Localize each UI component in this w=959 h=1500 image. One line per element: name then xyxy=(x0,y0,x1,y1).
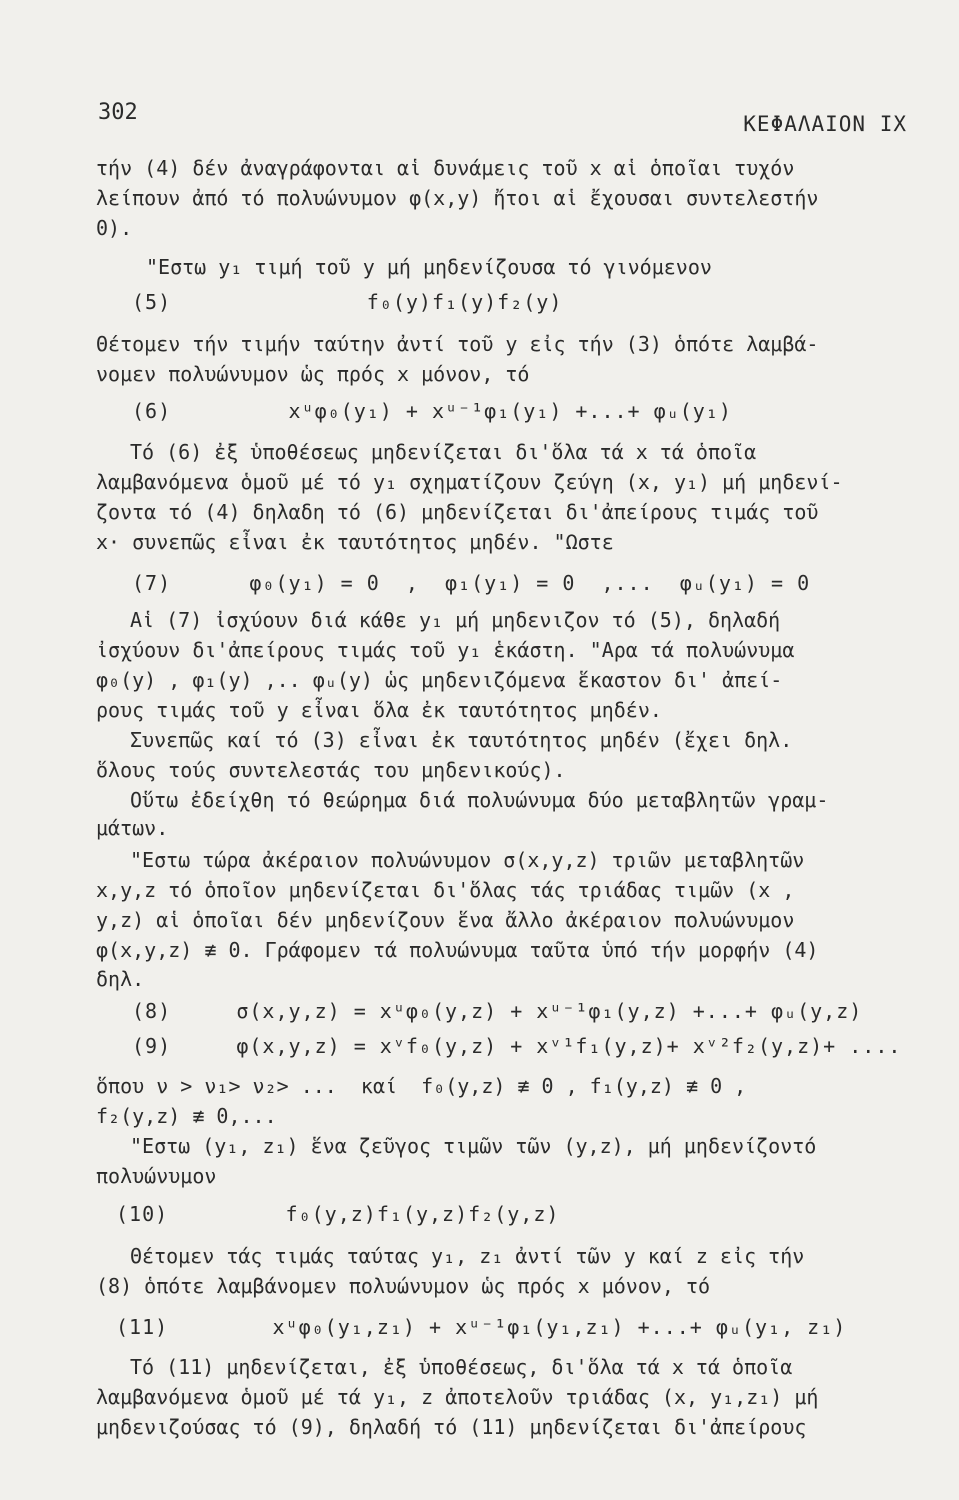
text-line: x· συνεπῶς εἶναι ἐκ ταυτότητος μηδέν. "Ωστε xyxy=(96,530,614,554)
text-line: φ₀(y) , φ₁(y) ,.. φᵤ(y) ὡς μηδενιζόμενα ἕκαστον δι' ἀπεί- xyxy=(96,668,783,692)
text-line: ἰσχύουν δι'ἀπείρους τιμάς τοῦ y₁ ἑκάστη. "Αρα τά πολυώνυμα xyxy=(96,638,795,662)
text-line: ὅλους τούς συντελεστάς του μηδενικούς). xyxy=(96,758,566,782)
text-line: Συνεπῶς καί τό (3) εἶναι ἐκ ταυτότητος μηδέν (ἔχει δηλ. xyxy=(130,728,793,752)
text-line: Θέτομεν τήν τιμήν ταύτην ἀντί τοῦ y εἰς τήν (3) ὁπότε λαμβά- xyxy=(96,332,819,356)
text-line: νομεν πολυώνυμον ὡς πρός x μόνον, τό xyxy=(96,362,530,386)
equation-9: (9) φ(x,y,z) = xᵛf₀(y,z) + xᵛ¹f₁(y,z)+ xᵛ²f₂(y,z)+ .... xyxy=(132,1034,902,1058)
page-number: 302 xyxy=(98,100,138,125)
text-line: Τό (11) μηδενίζεται, ἐξ ὑποθέσεως, δι'ὅλα τά x τά ὁποῖα xyxy=(130,1355,793,1379)
text-line: x,y,z τό ὁποῖον μηδενίζεται δι'ὅλας τάς τριάδας τιμῶν (x , xyxy=(96,878,795,902)
text-line: Τό (6) ἐξ ὑποθέσεως μηδενίζεται δι'ὅλα τά x τά ὁποῖα xyxy=(130,440,757,464)
text-line: λαμβανόμενα ὁμοῦ μέ τά y₁, z ἀποτελοῦν τριάδας (x, y₁,z₁) μή xyxy=(96,1385,819,1409)
chapter-title: ΚΕΦΑΛΑΙΟΝ ΙΧ xyxy=(743,112,907,136)
text-line: Θέτομεν τάς τιμάς ταύτας y₁, z₁ ἀντί τῶν y καί z εἰς τήν xyxy=(130,1244,805,1268)
text-line: λείπουν ἀπό τό πολυώνυμον φ(x,y) ἤτοι αἱ ἔχουσαι συντελεστήν xyxy=(96,186,819,210)
text-line: λαμβανόμενα ὁμοῦ μέ τό y₁ σχηματίζουν ζεύγη (x, y₁) μή μηδενί- xyxy=(96,470,843,494)
equation-7: (7) φ₀(y₁) = 0 , φ₁(y₁) = 0 ,... φᵤ(y₁) = 0 xyxy=(132,571,811,595)
equation-11: (11) xᵘφ₀(y₁,z₁) + xᵘ⁻¹φ₁(y₁,z₁) +...+ φᵤ(y₁, z₁) xyxy=(116,1315,847,1339)
text-line: "Εστω τώρα ἀκέραιον πολυώνυμον σ(x,y,z) τριῶν μεταβλητῶν xyxy=(130,848,805,872)
text-line: δηλ. xyxy=(96,967,145,991)
text-line: Αἱ (7) ἰσχύουν διά κάθε y₁ μή μηδενιζον τό (5), δηλαδή xyxy=(130,608,781,632)
text-line: y,z) αἱ ὁποῖαι δέν μηδενίζουν ἕνα ἄλλο ἀκέραιον πολυώνυμον xyxy=(96,908,795,932)
text-line: πολυώνυμον xyxy=(96,1164,217,1188)
text-line: ζοντα τό (4) δηλαδη τό (6) μηδενίζεται δι'ἀπείρους τιμάς τοῦ xyxy=(96,500,819,524)
text-line: "Εστω (y₁, z₁) ἕνα ζεῦγος τιμῶν τῶν (y,z), μή μηδενίζοντό xyxy=(130,1134,817,1158)
text-line: Οὕτω ἐδείχθη τό θεώρημα διά πολυώνυμα δύο μεταβλητῶν γραμ- xyxy=(130,788,829,812)
text-line: ρους τιμάς τοῦ y εἶναι ὅλα ἐκ ταυτότητος μηδέν. xyxy=(96,698,662,722)
equation-5: (5) f₀(y)f₁(y)f₂(y) xyxy=(132,290,563,314)
equation-6: (6) xᵘφ₀(y₁) + xᵘ⁻¹φ₁(y₁) +...+ φᵤ(y₁) xyxy=(132,399,732,423)
text-line: 0). xyxy=(96,216,133,240)
text-line: τήν (4) δέν ἀναγράφονται αἱ δυνάμεις τοῦ x αἱ ὁποῖαι τυχόν xyxy=(96,156,795,180)
equation-8: (8) σ(x,y,z) = xᵘφ₀(y,z) + xᵘ⁻¹φ₁(y,z) +...+ φᵤ(y,z) xyxy=(132,999,863,1023)
text-line: (8) ὁπότε λαμβάνομεν πολυώνυμον ὡς πρός x μόνον, τό xyxy=(96,1274,711,1298)
text-line: μάτων. xyxy=(96,816,169,840)
text-line: "Εστω y₁ τιμή τοῦ y μή μηδενίζουσα τό γινόμενον xyxy=(146,255,712,279)
page-header xyxy=(98,100,907,140)
text-line: φ(x,y,z) ≢ 0. Γράφομεν τά πολυώνυμα ταῦτα ὑπό τήν μορφήν (4) xyxy=(96,938,819,962)
text-line: f₂(y,z) ≢ 0,... xyxy=(96,1104,277,1128)
equation-10: (10) f₀(y,z)f₁(y,z)f₂(y,z) xyxy=(116,1202,560,1226)
text-line: μηδενιζούσας τό (9), δηλαδή τό (11) μηδενίζεται δι'ἀπείρους xyxy=(96,1415,807,1439)
text-line: ὅπου ν > ν₁> ν₂> ... καί f₀(y,z) ≢ 0 , f₁(y,z) ≢ 0 , xyxy=(96,1074,747,1098)
